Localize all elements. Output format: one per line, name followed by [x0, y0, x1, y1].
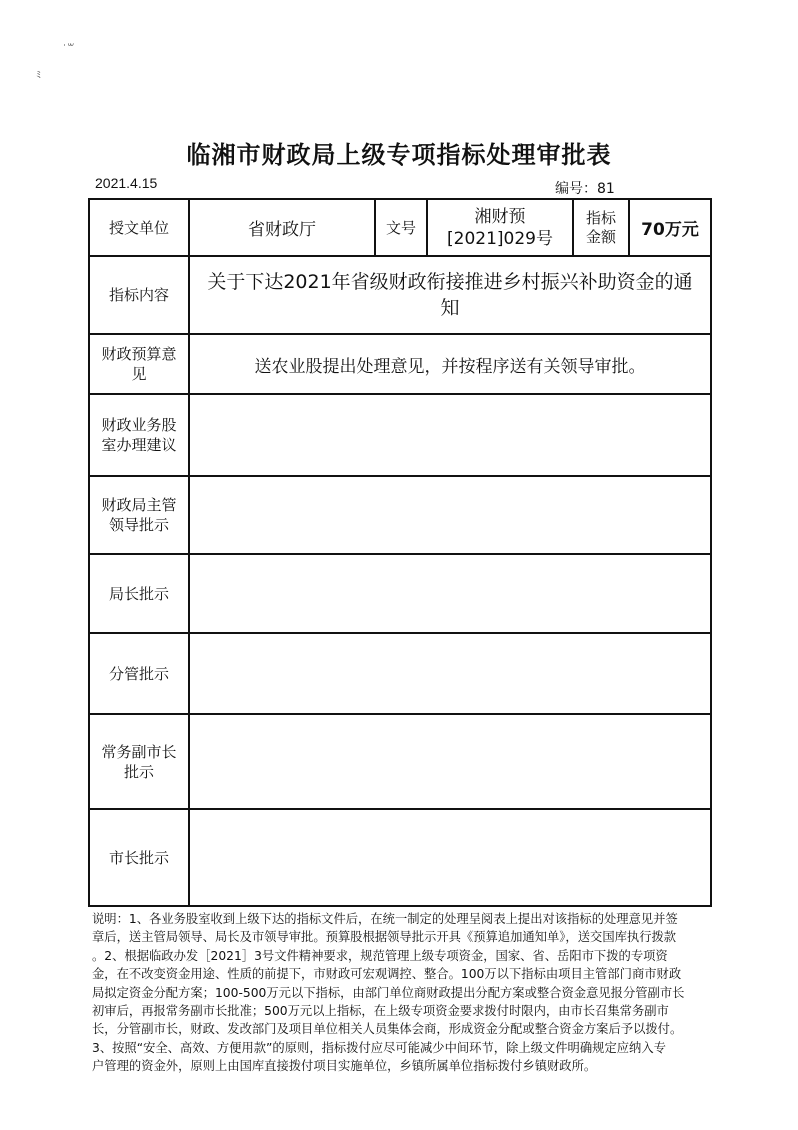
approval-table: [88, 198, 712, 907]
amount-label-line1: 指标: [585, 208, 616, 227]
row-label: 局长批示: [89, 554, 189, 633]
notes: [92, 910, 722, 1076]
row-value: [189, 809, 711, 906]
document-date: 2021.4.15: [95, 175, 158, 191]
note-line: 长，分管副市长，财政、发改部门及项目单位相关人员集体会商，形成资金分配或整合资金方案后予以拨付。: [92, 1022, 683, 1037]
scan-mark: ˙꒳: [62, 44, 75, 55]
serial-number: 编号：81: [555, 181, 615, 197]
row-label: 财政局主管领导批示: [89, 476, 189, 554]
table-row: [89, 334, 711, 394]
table-row: [89, 554, 711, 633]
note-line: 说明：1、各业务股室收到上级下达的指标文件后，在统一制定的处理呈阅表上提出对该指标的处理意见并签: [92, 912, 678, 926]
amount-label: [573, 199, 629, 256]
note-line: 局拟定资金分配方案；100-500万元以下指标，由部门单位商财政提出分配方案或整合资金意见报分管副市长: [92, 985, 685, 1000]
table-row: [89, 714, 711, 809]
row-label: 常务副市长批示: [89, 714, 189, 809]
doc-no-line2: [2021]029号: [447, 228, 553, 249]
row-label: 分管批示: [89, 633, 189, 714]
document-title: 临湘市财政局上级专项指标处理审批表: [186, 141, 612, 169]
row-value: 关于下达2021年省级财政衔接推进乡村振兴补助资金的通知: [189, 256, 711, 334]
note-line: 初审后，再报常务副市长批准；500万元以上指标，在上级专项资金要求拨付时限内，由市长召集常务副市: [92, 1004, 669, 1019]
note-line: 。2、根据临政办发［2021］3号文件精神要求，规范管理上级专项资金，国家、省、岳阳市下拨的专项资: [92, 948, 668, 963]
row-value: [189, 714, 711, 809]
doc-no-line1: 湘财预: [474, 206, 526, 227]
row-value: [189, 476, 711, 554]
from-label: 授文单位: [89, 199, 189, 256]
table-row: [89, 394, 711, 476]
row-value: [189, 554, 711, 633]
note-line: 3、按照“安全、高效、方便用款”的原则，指标拨付应尽可能减少中间环节，除上级文件明确规定应纳入专: [92, 1040, 666, 1055]
row-value: [189, 394, 711, 476]
row-label: 财政预算意见: [89, 334, 189, 394]
amount-value: 70万元: [629, 199, 711, 256]
row-label: 财政业务股室办理建议: [89, 394, 189, 476]
scan-mark: ﾐ: [36, 70, 41, 81]
table-row: [89, 809, 711, 906]
from-value: 省财政厅: [189, 199, 375, 256]
doc-no-value: [427, 199, 573, 256]
note-line: 户管理的资金外，原则上由国库直接拨付项目实施单位，乡镇所属单位指标拨付乡镇财政所。: [92, 1059, 597, 1074]
table-row: [89, 256, 711, 334]
row-value: [189, 633, 711, 714]
header-row: [89, 199, 711, 256]
note-line: 章后，送主管局领导、局长及市领导审批。预算股根据领导批示开具《预算追加通知单》，送交国库执行拨款: [92, 930, 677, 945]
row-label: 指标内容: [89, 256, 189, 334]
amount-label-line2: 金额: [585, 227, 616, 246]
row-label: 市长批示: [89, 809, 189, 906]
row-value: 送农业股提出处理意见，并按程序送有关领导审批。: [189, 334, 711, 394]
table-row: [89, 476, 711, 554]
table-row: [89, 633, 711, 714]
doc-no-label: 文号: [375, 199, 427, 256]
note-line: 金，在不改变资金用途、性质的前提下，市财政可宏观调控、整合。100万以下指标由项目主管部门商市财政: [92, 967, 682, 982]
